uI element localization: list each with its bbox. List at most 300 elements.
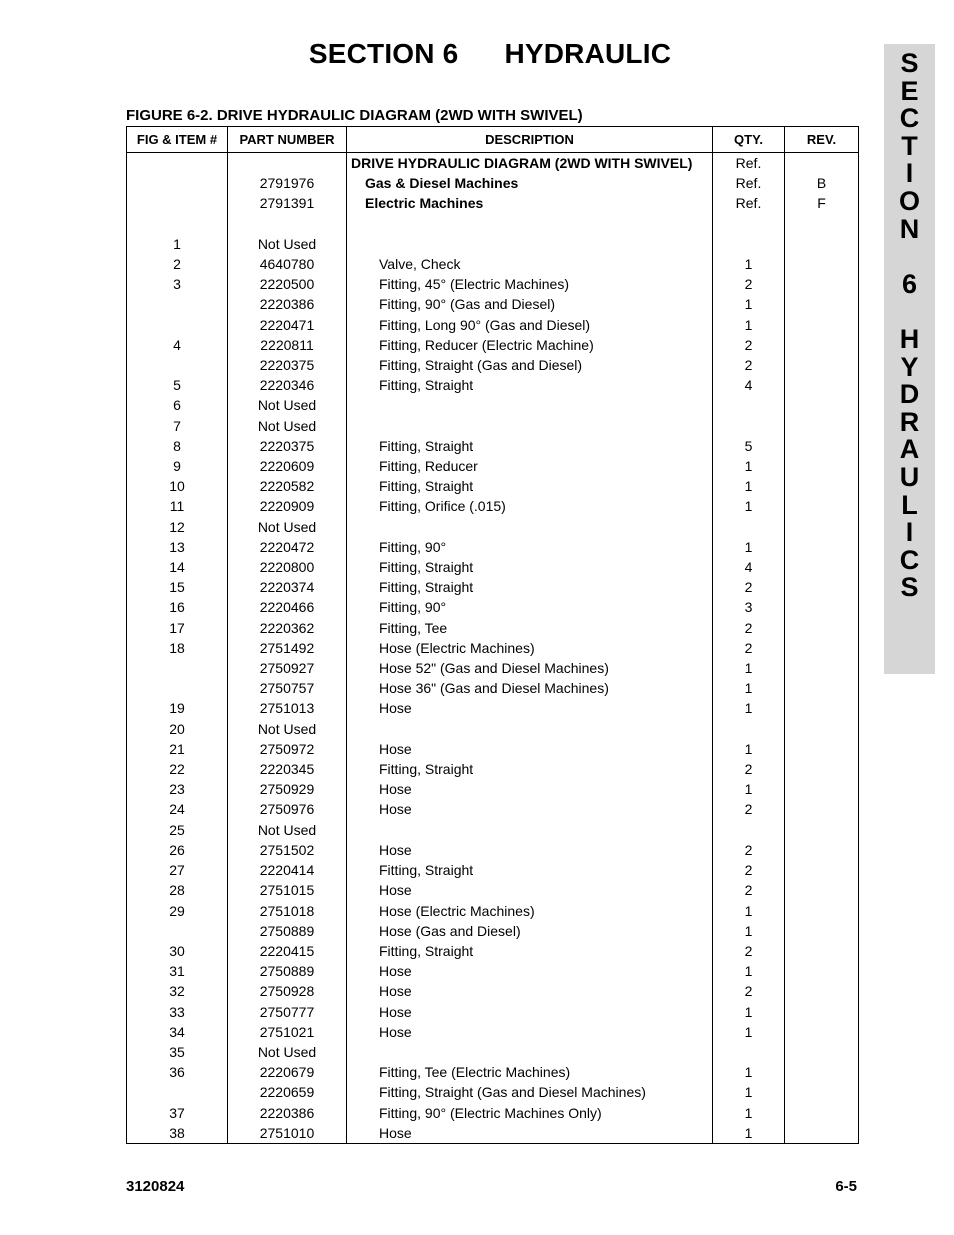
qty-cell: 1 <box>713 658 785 678</box>
rev-cell <box>785 254 859 274</box>
side-tab-letter: U <box>899 461 920 492</box>
description-cell: Hose <box>347 698 713 718</box>
qty-cell: 1 <box>713 678 785 698</box>
table-row <box>127 335 859 355</box>
qty-cell <box>713 1042 785 1062</box>
qty-cell: 1 <box>713 698 785 718</box>
fig-item-cell: 31 <box>127 961 228 981</box>
description-cell: Hose <box>347 1123 713 1144</box>
part-number-cell: 2220472 <box>228 537 347 557</box>
side-tab-letter <box>884 243 935 271</box>
table-row <box>127 901 859 921</box>
rev-cell: F <box>785 193 859 213</box>
rev-cell <box>785 1123 859 1144</box>
description-cell: Hose <box>347 1022 713 1042</box>
rev-cell <box>785 1002 859 1022</box>
rev-cell <box>785 557 859 577</box>
table-header-row <box>127 127 859 153</box>
description-cell: Fitting, Long 90° (Gas and Diesel) <box>347 315 713 335</box>
qty-cell: 4 <box>713 375 785 395</box>
description-cell: Fitting, Straight <box>347 759 713 779</box>
side-tab-letter: R <box>899 406 920 437</box>
fig-item-cell: 24 <box>127 799 228 819</box>
rev-cell <box>785 476 859 496</box>
rev-cell <box>785 658 859 678</box>
fig-item-cell <box>127 315 228 335</box>
part-number-cell: 2220471 <box>228 315 347 335</box>
part-number-cell: Not Used <box>228 719 347 739</box>
qty-cell: 1 <box>713 1002 785 1022</box>
table-row <box>127 638 859 658</box>
description-cell: Fitting, Straight <box>347 436 713 456</box>
rev-cell <box>785 395 859 415</box>
table-row <box>127 860 859 880</box>
rev-cell <box>785 921 859 941</box>
part-number-cell: 2220386 <box>228 294 347 314</box>
fig-item-cell: 27 <box>127 860 228 880</box>
rev-cell <box>785 416 859 436</box>
table-row <box>127 1082 859 1102</box>
part-number-cell: 2750757 <box>228 678 347 698</box>
fig-item-cell: 25 <box>127 820 228 840</box>
description-cell: Hose 36" (Gas and Diesel Machines) <box>347 678 713 698</box>
part-number-cell: 2750976 <box>228 799 347 819</box>
document-number: 3120824 <box>126 1178 185 1195</box>
qty-cell: 4 <box>713 557 785 577</box>
description-cell: Hose <box>347 1002 713 1022</box>
part-number-cell: 2750889 <box>228 921 347 941</box>
fig-item-cell <box>127 658 228 678</box>
rev-cell <box>785 618 859 638</box>
side-tab-letter: C <box>899 544 920 575</box>
description-cell <box>347 719 713 739</box>
part-number-cell: Not Used <box>228 1042 347 1062</box>
description-cell: Fitting, Reducer <box>347 456 713 476</box>
fig-item-cell: 12 <box>127 517 228 537</box>
part-number-cell: 2220386 <box>228 1103 347 1123</box>
table-row <box>127 193 859 213</box>
qty-cell: 1 <box>713 901 785 921</box>
table-row <box>127 1042 859 1062</box>
rev-cell <box>785 759 859 779</box>
parts-table <box>126 126 859 1144</box>
table-row <box>127 739 859 759</box>
fig-item-cell: 20 <box>127 719 228 739</box>
rev-cell <box>785 436 859 456</box>
qty-cell: 1 <box>713 1022 785 1042</box>
part-number-cell: 2750927 <box>228 658 347 678</box>
part-number-cell: 2220679 <box>228 1062 347 1082</box>
fig-item-cell: 10 <box>127 476 228 496</box>
qty-cell: 1 <box>713 456 785 476</box>
table-row <box>127 678 859 698</box>
table-row <box>127 517 859 537</box>
table-row <box>127 941 859 961</box>
qty-cell: 1 <box>713 537 785 557</box>
description-cell <box>347 234 713 254</box>
description-cell: Hose <box>347 880 713 900</box>
fig-item-cell: 23 <box>127 779 228 799</box>
qty-cell: 1 <box>713 315 785 335</box>
table-row <box>127 496 859 516</box>
table-row <box>127 1103 859 1123</box>
fig-item-cell: 15 <box>127 577 228 597</box>
column-header-part-number: PART NUMBER <box>228 127 347 153</box>
description-cell: Hose <box>347 981 713 1001</box>
qty-cell: 1 <box>713 1062 785 1082</box>
parts-table-body <box>127 153 859 1144</box>
table-row <box>127 294 859 314</box>
description-cell: Hose <box>347 739 713 759</box>
description-cell: Fitting, 90° (Electric Machines Only) <box>347 1103 713 1123</box>
part-number-cell: Not Used <box>228 517 347 537</box>
part-number-cell: 2220811 <box>228 335 347 355</box>
description-cell: Fitting, Straight <box>347 941 713 961</box>
rev-cell <box>785 375 859 395</box>
part-number-cell: 2751021 <box>228 1022 347 1042</box>
qty-cell <box>713 416 785 436</box>
side-tab-letter: S <box>900 572 919 603</box>
side-tab-letter: 6 <box>901 268 918 299</box>
part-number-cell: 2220375 <box>228 355 347 375</box>
side-tab-letter: C <box>899 103 920 134</box>
rev-cell <box>785 698 859 718</box>
description-cell: Fitting, 90° <box>347 537 713 557</box>
column-header-qty: QTY. <box>713 127 785 153</box>
part-number-cell: 2751013 <box>228 698 347 718</box>
qty-cell: 1 <box>713 921 785 941</box>
rev-cell <box>785 901 859 921</box>
description-cell <box>347 820 713 840</box>
fig-item-cell: 29 <box>127 901 228 921</box>
description-cell <box>347 1042 713 1062</box>
side-tab-letter: S <box>900 48 919 78</box>
part-number-cell: 2220466 <box>228 597 347 617</box>
side-tab-letter: N <box>899 213 920 244</box>
qty-cell: 1 <box>713 294 785 314</box>
fig-item-cell <box>127 294 228 314</box>
rev-cell <box>785 961 859 981</box>
part-number-cell: 2791976 <box>228 173 347 193</box>
fig-item-cell: 22 <box>127 759 228 779</box>
qty-cell <box>713 395 785 415</box>
rev-cell <box>785 880 859 900</box>
table-row <box>127 840 859 860</box>
description-cell: Fitting, Tee (Electric Machines) <box>347 1062 713 1082</box>
qty-cell: 1 <box>713 779 785 799</box>
fig-item-cell: 6 <box>127 395 228 415</box>
table-row <box>127 759 859 779</box>
part-number-cell: 2220346 <box>228 375 347 395</box>
description-cell: Fitting, Orifice (.015) <box>347 496 713 516</box>
description-cell: Fitting, Straight <box>347 476 713 496</box>
table-row <box>127 153 859 174</box>
rev-cell <box>785 274 859 294</box>
rev-cell <box>785 1082 859 1102</box>
rev-cell <box>785 840 859 860</box>
qty-cell: 2 <box>713 274 785 294</box>
rev-cell <box>785 1062 859 1082</box>
fig-item-cell: 11 <box>127 496 228 516</box>
part-number-cell: 2220609 <box>228 456 347 476</box>
table-row <box>127 456 859 476</box>
part-number-cell: Not Used <box>228 820 347 840</box>
table-row <box>127 577 859 597</box>
side-tab-letter: D <box>899 379 920 410</box>
description-cell: Fitting, Reducer (Electric Machine) <box>347 335 713 355</box>
rev-cell <box>785 739 859 759</box>
column-header-description: DESCRIPTION <box>347 127 713 153</box>
qty-cell <box>713 820 785 840</box>
part-number-cell: 2220374 <box>228 577 347 597</box>
fig-item-cell: 37 <box>127 1103 228 1123</box>
table-row <box>127 1002 859 1022</box>
part-number-cell: 2220414 <box>228 860 347 880</box>
part-number-cell: 2220415 <box>228 941 347 961</box>
part-number-cell: 4640780 <box>228 254 347 274</box>
table-row <box>127 597 859 617</box>
rev-cell <box>785 315 859 335</box>
part-number-cell: 2750777 <box>228 1002 347 1022</box>
part-number-cell: 2750929 <box>228 779 347 799</box>
part-number-cell: Not Used <box>228 416 347 436</box>
part-number-cell: 2220500 <box>228 274 347 294</box>
rev-cell <box>785 799 859 819</box>
rev-cell <box>785 1042 859 1062</box>
section-side-tab-text <box>884 50 935 602</box>
description-cell <box>347 395 713 415</box>
fig-item-cell: 32 <box>127 981 228 1001</box>
side-tab-letter <box>884 298 935 326</box>
rev-cell <box>785 577 859 597</box>
qty-cell: 5 <box>713 436 785 456</box>
part-number-cell: 2750972 <box>228 739 347 759</box>
part-number-cell: 2220375 <box>228 436 347 456</box>
column-header-rev: REV. <box>785 127 859 153</box>
fig-item-cell: 21 <box>127 739 228 759</box>
description-cell: Hose <box>347 779 713 799</box>
part-number-cell: 2220659 <box>228 1082 347 1102</box>
qty-cell: 1 <box>713 961 785 981</box>
side-tab-letter: T <box>901 130 918 161</box>
table-row <box>127 375 859 395</box>
part-number-cell: 2750928 <box>228 981 347 1001</box>
part-number-cell: 2220909 <box>228 496 347 516</box>
fig-item-cell: 9 <box>127 456 228 476</box>
fig-item-cell: 3 <box>127 274 228 294</box>
qty-cell: 2 <box>713 577 785 597</box>
part-number-cell: 2220800 <box>228 557 347 577</box>
table-row <box>127 355 859 375</box>
fig-item-cell: 36 <box>127 1062 228 1082</box>
fig-item-cell <box>127 1082 228 1102</box>
qty-cell: 3 <box>713 597 785 617</box>
rev-cell <box>785 941 859 961</box>
description-cell <box>347 517 713 537</box>
qty-cell: 2 <box>713 759 785 779</box>
fig-item-cell: 28 <box>127 880 228 900</box>
fig-item-cell: 14 <box>127 557 228 577</box>
qty-cell: Ref. <box>713 193 785 213</box>
rev-cell <box>785 1022 859 1042</box>
rev-cell <box>785 638 859 658</box>
column-header-fig-item: FIG & ITEM # <box>127 127 228 153</box>
side-tab-letter: I <box>905 158 914 189</box>
description-cell: Hose <box>347 840 713 860</box>
table-row <box>127 658 859 678</box>
figure-title: FIGURE 6-2. DRIVE HYDRAULIC DIAGRAM (2WD WITH SWIVEL) <box>126 107 583 124</box>
fig-item-cell: 30 <box>127 941 228 961</box>
description-cell: Fitting, Straight <box>347 375 713 395</box>
rev-cell <box>785 335 859 355</box>
part-number-cell: 2751015 <box>228 880 347 900</box>
qty-cell: 2 <box>713 799 785 819</box>
description-cell: Hose <box>347 799 713 819</box>
qty-cell: 2 <box>713 335 785 355</box>
qty-cell <box>713 517 785 537</box>
part-number-cell: 2220345 <box>228 759 347 779</box>
table-row <box>127 274 859 294</box>
section-name: HYDRAULIC <box>504 38 672 69</box>
qty-cell: 2 <box>713 880 785 900</box>
description-cell: Electric Machines <box>347 193 713 213</box>
table-row <box>127 1022 859 1042</box>
rev-cell <box>785 456 859 476</box>
part-number-cell: 2220582 <box>228 476 347 496</box>
part-number-cell: Not Used <box>228 234 347 254</box>
description-cell: Hose (Gas and Diesel) <box>347 921 713 941</box>
table-row <box>127 436 859 456</box>
part-number-cell: 2751502 <box>228 840 347 860</box>
description-cell: Fitting, 45° (Electric Machines) <box>347 274 713 294</box>
description-cell: Hose (Electric Machines) <box>347 901 713 921</box>
table-row <box>127 779 859 799</box>
fig-item-cell: 2 <box>127 254 228 274</box>
description-cell: Fitting, 90° <box>347 597 713 617</box>
rev-cell <box>785 214 859 234</box>
qty-cell: Ref. <box>713 173 785 193</box>
side-tab-letter: H <box>899 323 920 354</box>
description-cell: Fitting, 90° (Gas and Diesel) <box>347 294 713 314</box>
side-tab-letter: E <box>900 75 919 106</box>
qty-cell: 2 <box>713 840 785 860</box>
fig-item-cell: 18 <box>127 638 228 658</box>
rev-cell <box>785 517 859 537</box>
description-cell: DRIVE HYDRAULIC DIAGRAM (2WD WITH SWIVEL) <box>347 153 713 174</box>
qty-cell: 1 <box>713 476 785 496</box>
qty-cell: 1 <box>713 1082 785 1102</box>
qty-cell: 1 <box>713 1103 785 1123</box>
table-row <box>127 719 859 739</box>
description-cell: Gas & Diesel Machines <box>347 173 713 193</box>
fig-item-cell: 19 <box>127 698 228 718</box>
fig-item-cell: 26 <box>127 840 228 860</box>
description-cell: Fitting, Straight <box>347 860 713 880</box>
description-cell: Fitting, Straight <box>347 557 713 577</box>
qty-cell <box>713 719 785 739</box>
rev-cell <box>785 597 859 617</box>
rev-cell <box>785 820 859 840</box>
fig-item-cell <box>127 921 228 941</box>
qty-cell: 2 <box>713 941 785 961</box>
part-number-cell: 2220362 <box>228 618 347 638</box>
description-cell <box>347 416 713 436</box>
rev-cell <box>785 234 859 254</box>
table-row <box>127 416 859 436</box>
table-row <box>127 921 859 941</box>
table-row <box>127 880 859 900</box>
fig-item-cell: 33 <box>127 1002 228 1022</box>
description-cell: Fitting, Straight (Gas and Diesel) <box>347 355 713 375</box>
table-row <box>127 698 859 718</box>
qty-cell: 2 <box>713 860 785 880</box>
qty-cell: 1 <box>713 739 785 759</box>
rev-cell <box>785 153 859 174</box>
qty-cell: Ref. <box>713 153 785 174</box>
rev-cell: B <box>785 173 859 193</box>
side-tab-letter: A <box>899 434 920 465</box>
section-title <box>0 38 954 70</box>
part-number-cell <box>228 153 347 174</box>
side-tab-letter: L <box>901 489 918 520</box>
rev-cell <box>785 779 859 799</box>
fig-item-cell: 34 <box>127 1022 228 1042</box>
qty-cell <box>713 234 785 254</box>
side-tab-letter: I <box>905 517 914 548</box>
section-label: SECTION 6 <box>308 38 459 69</box>
fig-item-cell: 16 <box>127 597 228 617</box>
part-number-cell: 2791391 <box>228 193 347 213</box>
side-tab-letter: Y <box>900 351 919 382</box>
rev-cell <box>785 355 859 375</box>
rev-cell <box>785 496 859 516</box>
qty-cell: 2 <box>713 355 785 375</box>
table-row <box>127 961 859 981</box>
qty-cell: 1 <box>713 1123 785 1144</box>
table-row <box>127 254 859 274</box>
table-row <box>127 618 859 638</box>
description-cell: Fitting, Straight (Gas and Diesel Machines) <box>347 1082 713 1102</box>
rev-cell <box>785 719 859 739</box>
table-row <box>127 395 859 415</box>
table-row <box>127 1123 859 1144</box>
description-cell: Hose <box>347 961 713 981</box>
table-row <box>127 557 859 577</box>
part-number-cell: Not Used <box>228 395 347 415</box>
qty-cell: 2 <box>713 638 785 658</box>
rev-cell <box>785 860 859 880</box>
fig-item-cell <box>127 173 228 193</box>
table-row <box>127 315 859 335</box>
fig-item-cell: 35 <box>127 1042 228 1062</box>
part-number-cell: 2750889 <box>228 961 347 981</box>
fig-item-cell: 1 <box>127 234 228 254</box>
rev-cell <box>785 678 859 698</box>
table-row <box>127 820 859 840</box>
rev-cell <box>785 981 859 1001</box>
description-cell: Hose (Electric Machines) <box>347 638 713 658</box>
description-cell: Fitting, Tee <box>347 618 713 638</box>
qty-cell: 2 <box>713 981 785 1001</box>
table-row <box>127 173 859 193</box>
rev-cell <box>785 1103 859 1123</box>
table-row <box>127 476 859 496</box>
fig-item-cell: 4 <box>127 335 228 355</box>
table-row <box>127 234 859 254</box>
part-number-cell: 2751018 <box>228 901 347 921</box>
fig-item-cell: 5 <box>127 375 228 395</box>
table-row <box>127 981 859 1001</box>
